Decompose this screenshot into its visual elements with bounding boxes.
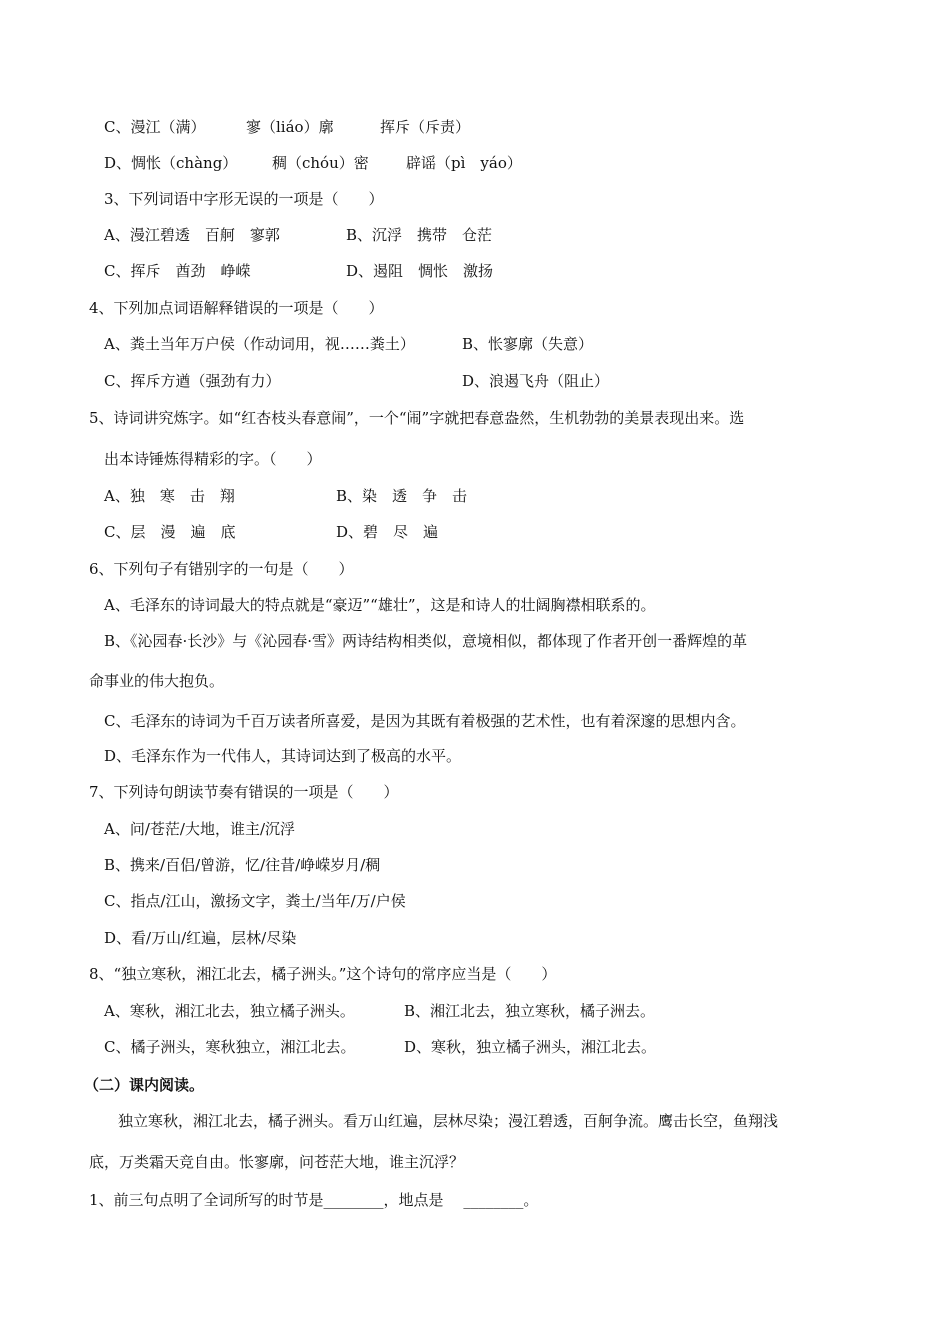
reading-q1: 1、前三句点明了全词所写的时节是________，地点是 ________。	[89, 1191, 539, 1209]
q3-stem: 3、下列词语中字形无误的一项是（ ）	[104, 190, 384, 208]
q8-options-ab: A、寒秋，湘江北去，独立橘子洲头。 B、湘江北去，独立寒秋，橘子洲去。	[104, 1002, 656, 1020]
q7-stem: 7、下列诗句朗读节奏有错误的一项是（ ）	[89, 783, 399, 801]
q6-option-d: D、毛泽东作为一代伟人，其诗词达到了极高的水平。	[104, 747, 462, 765]
q7-option-b: B、携来/百侣/曾游，忆/往昔/峥嵘岁月/稠	[104, 856, 381, 874]
q3-options-cd: C、挥斥 酋劲 峥嵘 D、遏阻 惆怅 激扬	[104, 262, 494, 280]
q6-option-b-line1: B、《沁园春·长沙》与《沁园春·雪》两诗结构相类似，意境相似，都体现了作者开创一番辉煌的革	[104, 632, 748, 650]
q7-option-d: D、看/万山/红遍，层林/尽染	[104, 929, 297, 947]
q3-options-ab: A、漫江碧透 百舸 寥郭 B、沉浮 携带 仓茫	[104, 226, 493, 244]
q6-option-c: C、毛泽东的诗词为千百万读者所喜爱，是因为其既有着极强的艺术性，也有着深邃的思想内含。	[104, 712, 746, 730]
q7-option-a: A、问/苍茫/大地，谁主/沉浮	[104, 820, 295, 838]
q4-options-ab: A、粪土当年万户侯（作动词用，视……粪土） B、怅寥廓（失意）	[104, 335, 594, 353]
q5-options-cd: C、层 漫 遍 底 D、碧 尽 遍	[104, 523, 439, 541]
q4-stem: 4、下列加点词语解释错误的一项是（ ）	[89, 299, 384, 317]
q5-stem-line1: 5、诗词讲究炼字。如“红杏枝头春意闹”，一个“闹”字就把春意盎然，生机勃勃的美景表现出来。选	[89, 409, 745, 427]
q5-stem-line2: 出本诗锤炼得精彩的字。（ ）	[104, 450, 322, 468]
q8-stem: 8、“独立寒秋，湘江北去，橘子洲头。”这个诗句的常序应当是（ ）	[89, 965, 557, 983]
q6-option-b-line2: 命事业的伟大抱负。	[89, 672, 225, 690]
q4-options-cd: C、挥斥方遒（强劲有力） D、浪遏飞舟（阻止）	[104, 372, 610, 390]
q5-options-ab: A、独 寒 击 翔 B、染 透 争 击	[104, 487, 468, 505]
passage-line2: 底，万类霜天竞自由。怅寥廓，问苍茫大地，谁主沉浮？	[89, 1153, 465, 1171]
q2-option-d: D、惆怅（chàng） 稠（chóu）密 辟谣（pì yáo）	[104, 154, 522, 172]
q8-options-cd: C、橘子洲头，寒秋独立，湘江北去。 D、寒秋，独立橘子洲头，湘江北去。	[104, 1038, 657, 1056]
passage-line1: 独立寒秋，湘江北去，橘子洲头。看万山红遍，层林尽染；漫江碧透，百舸争流。鹰击长空，鱼翔浅	[118, 1112, 779, 1130]
section-heading: （二）课内阅读。	[84, 1076, 205, 1094]
q6-stem: 6、下列句子有错别字的一句是（ ）	[89, 560, 354, 578]
q7-option-c: C、指点/江山，激扬文字，粪土/当年/万/户侯	[104, 892, 406, 910]
q6-option-a: A、毛泽东的诗词最大的特点就是“豪迈”“雄壮”，这是和诗人的壮阔胸襟相联系的。	[104, 596, 656, 614]
q2-option-c: C、漫江（满） 寥（liáo）廓 挥斥（斥责）	[104, 118, 471, 136]
